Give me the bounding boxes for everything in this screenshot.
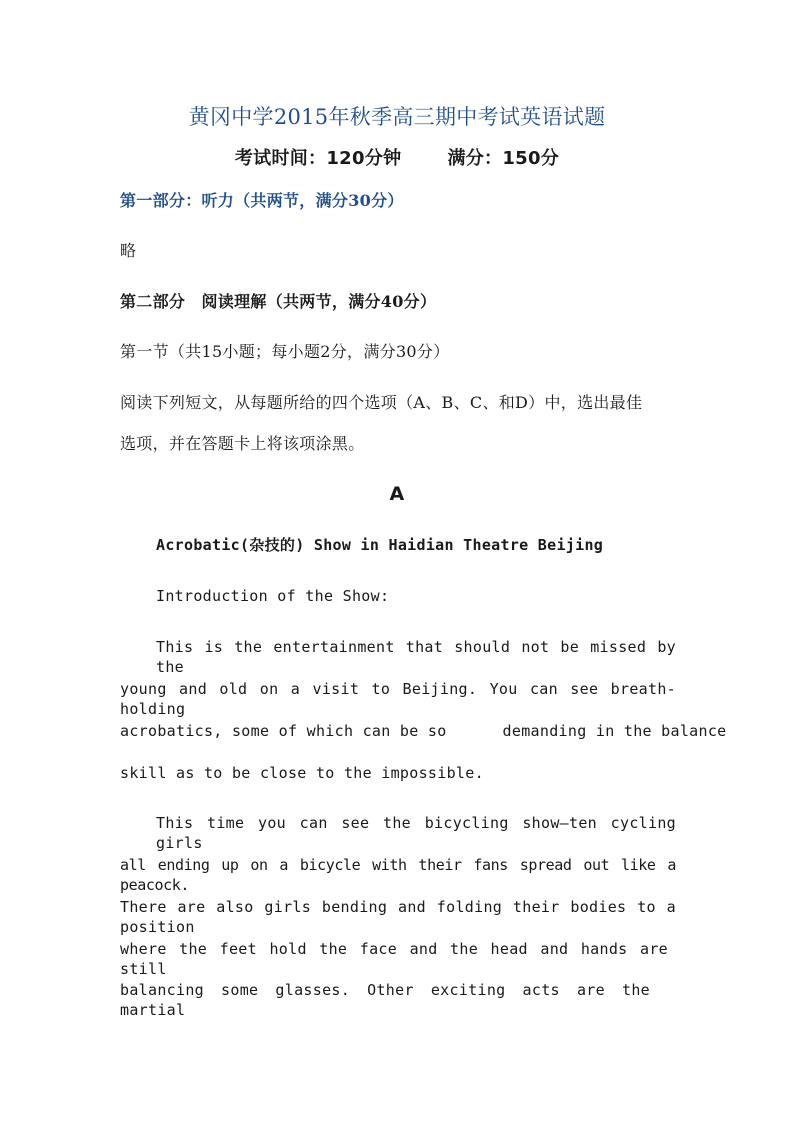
passage-title: Acrobatic(杂技的) Show in Haidian Theatre Beijing [156,536,604,554]
page-title: 黄冈中学2015年秋季高三期中考试英语试题 [188,105,606,129]
paragraph-1-line: young and old on a visit to Beijing. You can see breath-holding [120,680,676,718]
paragraph-2-line: This time you can see the bicycling show—ten cycling girls [156,814,676,852]
part2-heading: 第二部分 阅读理解（共两节，满分40分） [120,292,437,311]
full-score: 满分：150分 [447,148,560,169]
paragraph-1-line: skill as to be close to the impossible. [120,764,484,782]
instruction-line-1: 阅读下列短文，从每题所给的四个选项（A、B、C、和D）中，选出最佳 [120,393,643,412]
part1-note: 略 [120,241,137,260]
section1-heading: 第一节（共15小题；每小题2分，满分30分） [120,342,450,361]
passage-intro: Introduction of the Show: [156,587,390,605]
paragraph-2-line: There are also girls bending and folding their bodies to a position [120,898,676,936]
exam-info [0,147,794,171]
part1-heading: 第一部分：听力（共两节，满分30分） [120,191,404,210]
instruction-line-2: 选项，并在答题卡上将该项涂黑。 [120,434,365,453]
paragraph-2-line: where the feet hold the face and the head and hands are still [120,940,668,978]
paragraph-2-line: balancing some glasses. Other exciting acts are the martial [120,981,650,1019]
paragraph-2-line: all ending up on a bicycle with their fans spread out like a peacock. [120,856,676,894]
paragraph-1-line: This is the entertainment that should not be missed by the [156,638,676,676]
passage-letter: A [389,483,405,505]
paragraph-1-line: acrobatics, some of which can be so demanding in the balance [120,722,727,740]
exam-time: 考试时间：120分钟 [234,148,402,169]
